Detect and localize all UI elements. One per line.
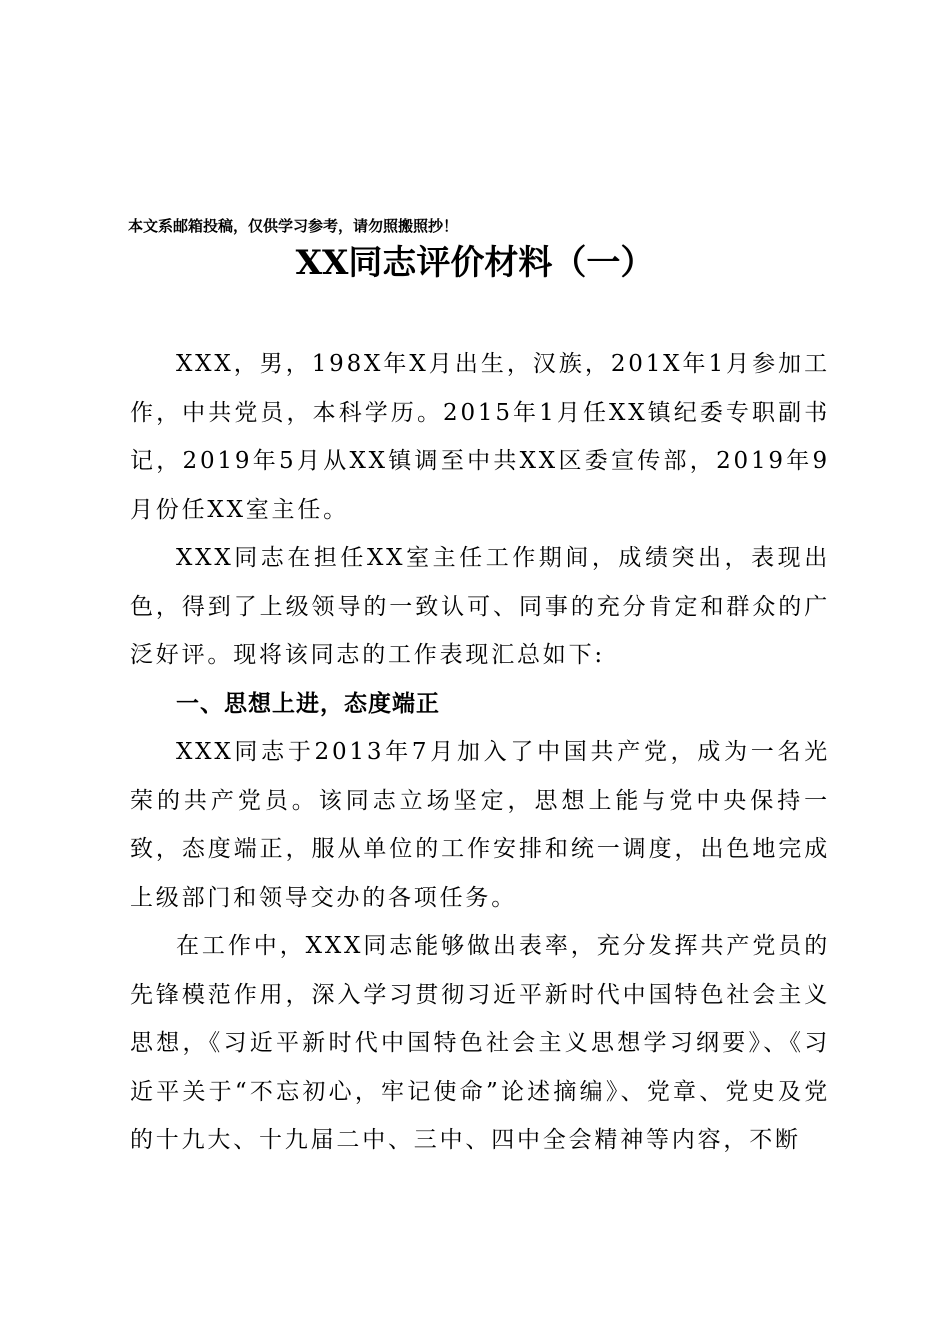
source-notice: 本文系邮箱投稿，仅供学习参考，请勿照搬照抄！ (128, 217, 459, 235)
intro-paragraph-1: XXX，男，198X年X月出生，汉族，201X年1月参加工作，中共党员，本科学历。2015年1月任XX镇纪委专职副书记，2019年5月从XX镇调至中共XX区委宣传部，2019年9月份任XX室主任。 (130, 351, 830, 523)
intro-paragraph-2: XXX同志在担任XX室主任工作期间，成绩突出，表现出色，得到了上级领导的一致认可、同事的充分肯定和群众的广泛好评。现将该同志的工作表现汇总如下: (130, 545, 830, 668)
document-title: XX同志评价材料（一） (295, 243, 655, 283)
section-1-paragraph-2: 在工作中，XXX同志能够做出表率，充分发挥共产党员的先锋模范作用，深入学习贯彻习近平新时代中国特色社会主义思想，《习近平新时代中国特色社会主义思想学习纲要》、《习近平关于“不忘初心，牢记使命”论述摘编》、党章、党史及党的十九大、十九届二中、三中、四中全会精神等内容，不断 (130, 933, 830, 1153)
section-heading-1: 一、思想上进，态度端正 (176, 690, 440, 717)
document-body (130, 340, 830, 1165)
section-1-paragraph-1: XXX同志于2013年7月加入了中国共产党，成为一名光荣的共产党员。该同志立场坚定，思想上能与党中央保持一致，态度端正，服从单位的工作安排和统一调度，出色地完成上级部门和领导交办的各项任务。 (130, 739, 830, 911)
